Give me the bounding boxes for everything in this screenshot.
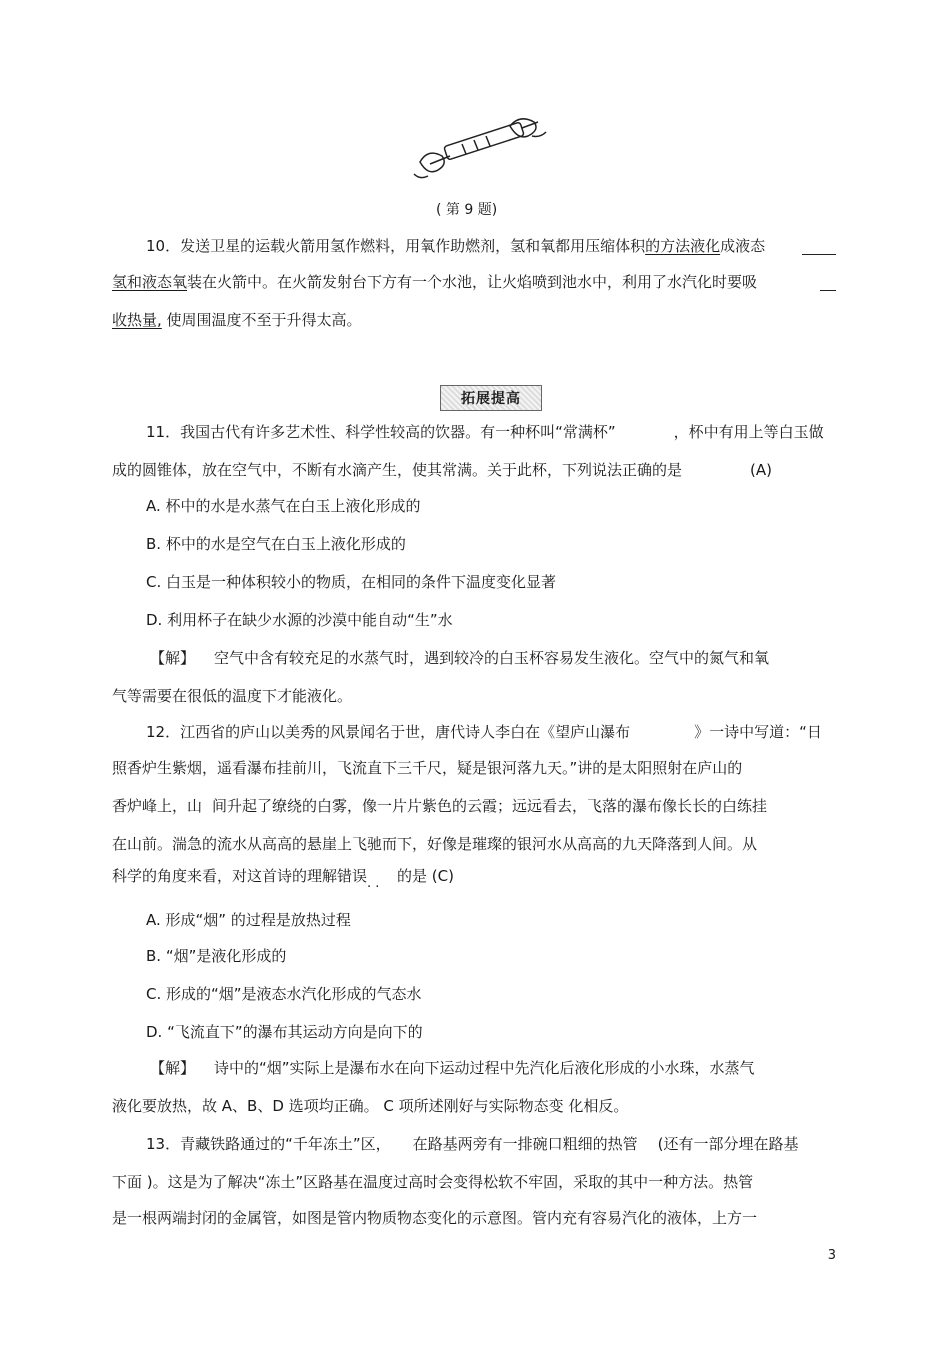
q12-option-b: B. “烟”是液化形成的 (146, 947, 287, 965)
q11-explain-2: 气等需要在很低的温度下才能液化。 (112, 687, 353, 705)
page-number: 3 (827, 1248, 836, 1263)
q12-option-a: A. 形成“烟” 的过程是放热过程 (146, 911, 351, 929)
q10-line3: 收热量, 使周围温度不至于升得太高。 (112, 311, 362, 329)
syringe-figure (410, 112, 550, 192)
q11-option-d: D. 利用杯子在缺少水源的沙漠中能自动“生”水 (146, 611, 453, 629)
figure-caption: ( 第 9 题) (436, 202, 498, 218)
q11-line1: 11．我国古代有许多艺术性、科学性较高的饮器。有一种杯叫“常满杯” ，杯中有用上等白玉做 (146, 423, 824, 441)
q13-line3: 是一根两端封闭的金属管，如图是管内物质物态变化的示意图。管内充有容易汽化的液体，上方一 (112, 1209, 758, 1227)
q12-line1: 12．江西省的庐山以美秀的风景闻名于世，唐代诗人李白在《望庐山瀑布 》一诗中写道：“日 (146, 723, 822, 741)
q12-explain-2: 液化要放热，故 A、B、D 选项均正确。 C 项所述刚好与实际物态变 化相反。 (112, 1097, 629, 1115)
q12-line4: 在山前。湍急的流水从高高的悬崖上飞驰而下，好像是璀璨的银河水从高高的九天降落到人间。从 (112, 835, 758, 853)
q11-explain-tag: 【解】 (150, 649, 196, 667)
q12-line5: 科学的角度来看，对这首诗的理解错误. . 的是 (C) (112, 867, 454, 891)
q12-line3: 香炉峰上，山 间升起了缭绕的白雾，像一片片紫色的云霞；远远看去，飞落的瀑布像长长的白练挂 (112, 797, 768, 815)
q13-line2: 下面 )。这是为了解决“冻土”区路基在温度过高时会变得松软不牢固，采取的其中一种方法。热管 (112, 1173, 754, 1191)
q12-option-c: C. 形成的“烟”是液态水汽化形成的气态水 (146, 985, 422, 1003)
q10-blank-2 (820, 290, 836, 291)
q11-option-c: C. 白玉是一种体积较小的物质，在相同的条件下温度变化显著 (146, 573, 557, 591)
q12-line2: 照香炉生紫烟，遥看瀑布挂前川，飞流直下三千尺，疑是银河落九天。”讲的是太阳照射在庐山的 (112, 759, 743, 777)
q11-option-a: A. 杯中的水是水蒸气在白玉上液化形成的 (146, 497, 421, 515)
q11-answer: (A) (750, 461, 772, 479)
q10-line1: 10．发送卫星的运载火箭用氢作燃料，用氧作助燃剂，氢和氧都用压缩体积的方法液化成液态 (146, 237, 766, 255)
q11-line2: 成的圆锥体，放在空气中，不断有水滴产生，使其常满。关于此杯，下列说法正确的是 (112, 461, 683, 479)
q10-blank-1 (802, 254, 836, 255)
q12-explain-tag: 【解】 (150, 1059, 196, 1077)
q11-explain-1: 空气中含有较充足的水蒸气时，遇到较冷的白玉杯容易发生液化。空气中的氮气和氧 (214, 649, 770, 667)
q13-line1: 13．青藏铁路通过的“千年冻土”区， 在路基两旁有一排碗口粗细的热管 (还有一部分埋在路基 (146, 1135, 799, 1153)
q12-explain-1: 诗中的“烟”实际上是瀑布水在向下运动过程中先汽化后液化形成的小水珠，水蒸气 (214, 1059, 755, 1077)
q11-option-b: B. 杯中的水是空气在白玉上液化形成的 (146, 535, 406, 553)
section-banner: 拓展提高 (440, 385, 542, 411)
q12-option-d: D. “飞流直下”的瀑布其运动方向是向下的 (146, 1023, 423, 1041)
q10-line2: 氢和液态氧装在火箭中。在火箭发射台下方有一个水池，让火焰喷到池水中，利用了水汽化时要吸 (112, 273, 758, 291)
